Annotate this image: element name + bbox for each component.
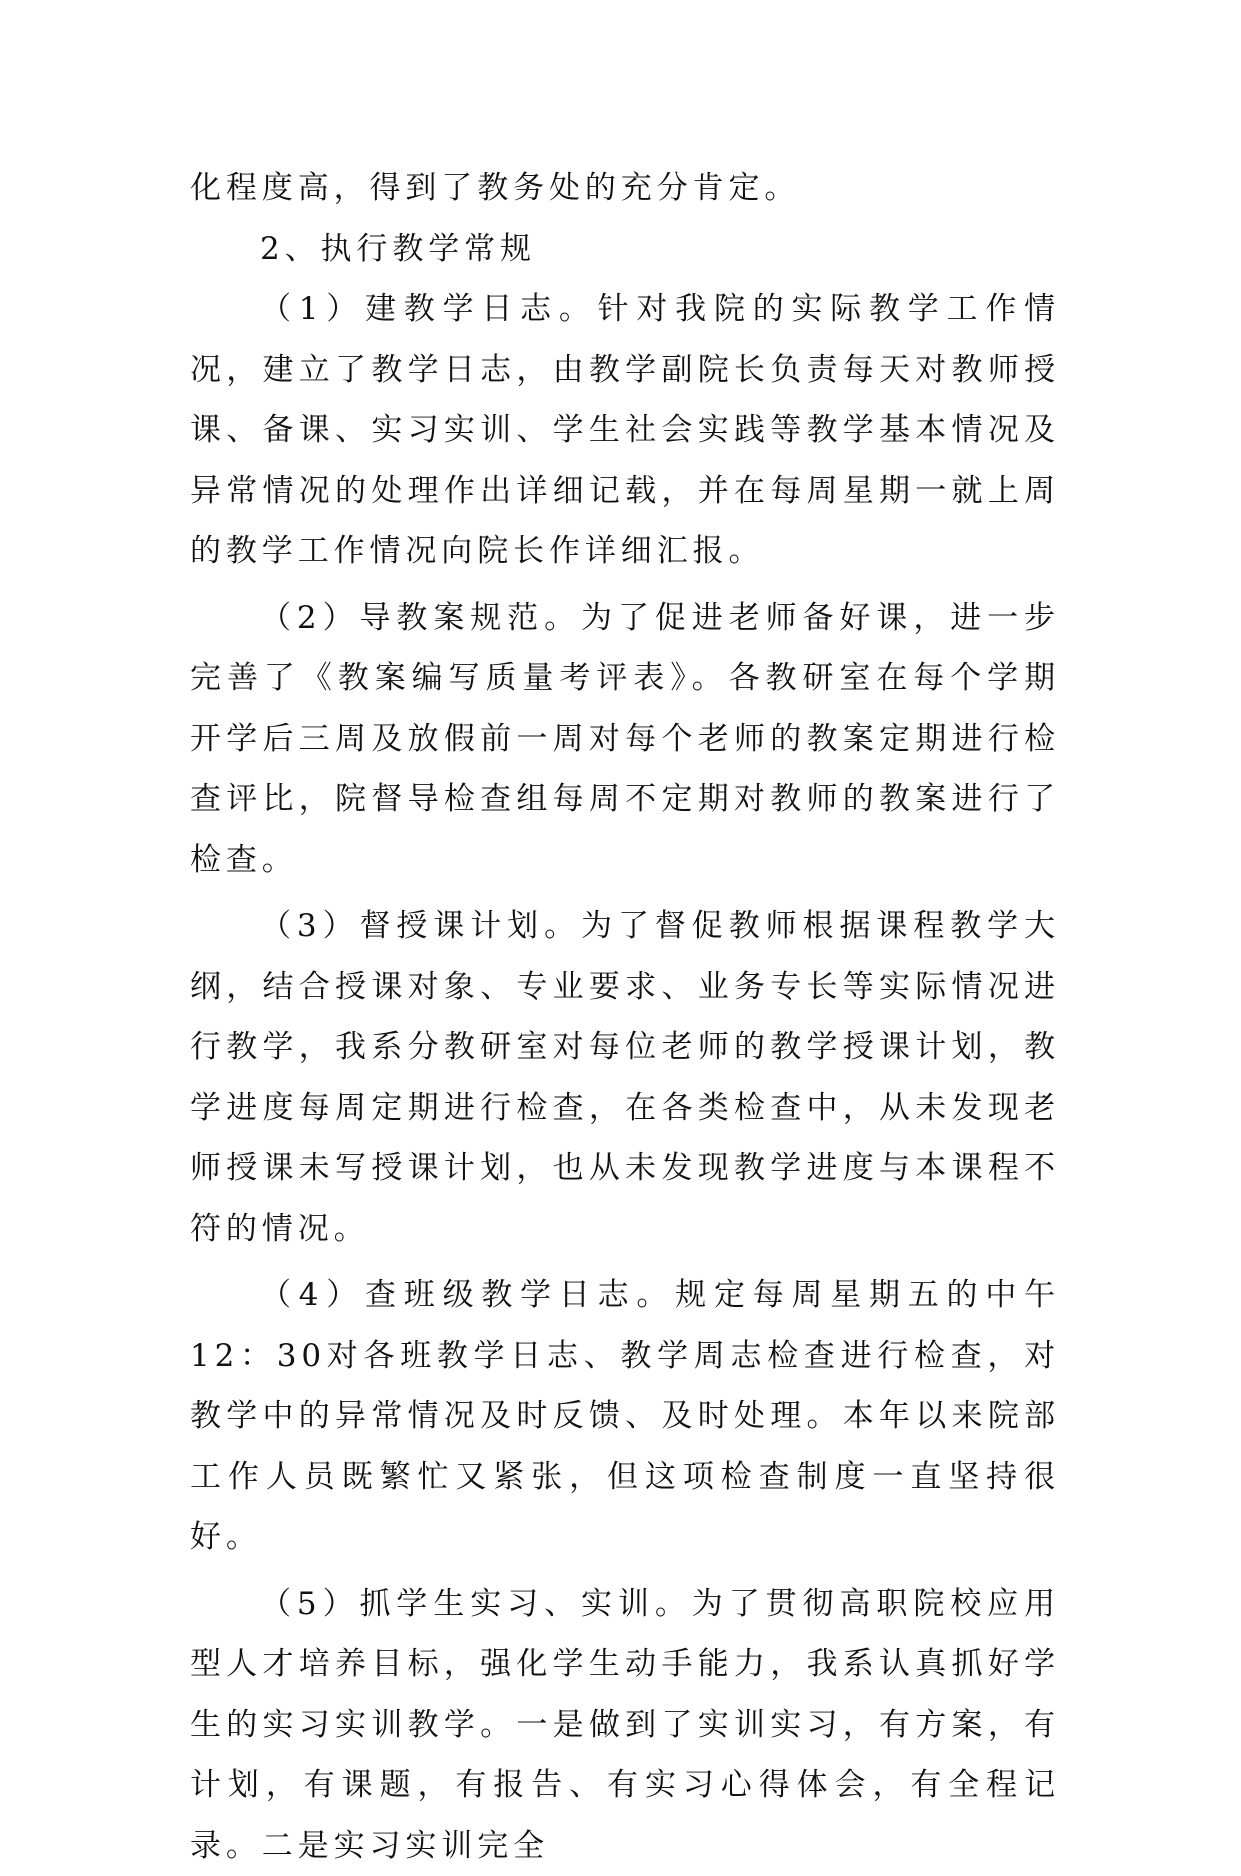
paragraph-lesson-plan: （2）导教案规范。为了促进老师备好课，进一步完善了《教案编写质量考评表》。各教研室在每个学期开学后三周及放假前一周对每个老师的教案定期进行检查评比，院督导检查组每周不定期对教师的教案进行了检查。 <box>190 588 1060 891</box>
paragraph-teaching-log: （1）建教学日志。针对我院的实际教学工作情况，建立了教学日志，由教学副院长负责每天对教师授课、备课、实习实训、学生社会实践等教学基本情况及异常情况的处理作出详细记载，并在每周星期一就上周的教学工作情况向院长作详细汇报。 <box>190 279 1060 582</box>
document-body <box>190 158 1060 1876</box>
paragraph-continuation: 化程度高，得到了教务处的充分肯定。 <box>190 158 1060 219</box>
paragraph-course-plan: （3）督授课计划。为了督促教师根据课程教学大纲，结合授课对象、专业要求、业务专长等实际情况进行教学，我系分教研室对每位老师的教学授课计划，教学进度每周定期进行检查，在各类检查中，从未发现老师授课未写授课计划，也从未发现教学进度与本课程不符的情况。 <box>190 896 1060 1259</box>
paragraph-internship: （5）抓学生实习、实训。为了贯彻高职院校应用型人才培养目标，强化学生动手能力，我系认真抓好学生的实习实训教学。一是做到了实训实习，有方案，有计划，有课题，有报告、有实习心得体会，有全程记录。二是实习实训完全 <box>190 1574 1060 1876</box>
paragraph-class-log: （4）查班级教学日志。规定每周星期五的中午 12：30对各班教学日志、教学周志检查进行检查，对教学中的异常情况及时反馈、及时处理。本年以来院部工作人员既繁忙又紧张，但这项检查制度一直坚持很好。 <box>190 1265 1060 1568</box>
section-heading: 2、执行教学常规 <box>190 219 1060 280</box>
